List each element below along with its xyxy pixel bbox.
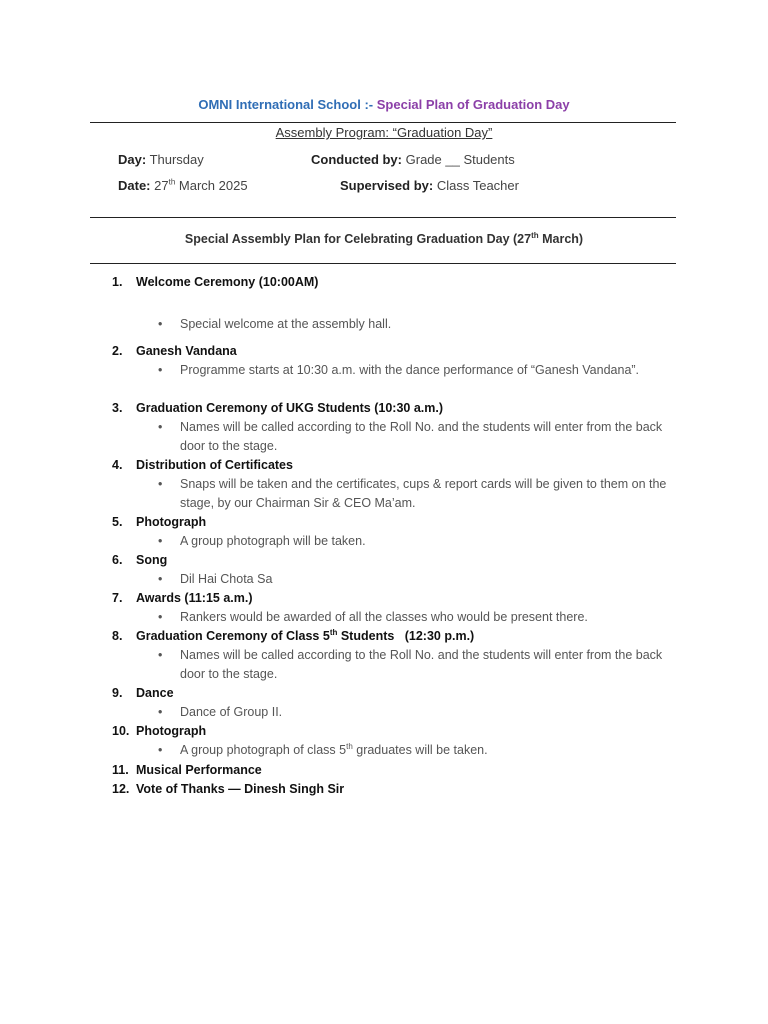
- day-value: Thursday: [149, 152, 204, 167]
- bullet-icon: •: [158, 705, 163, 719]
- list-item: [112, 763, 262, 777]
- conducted-value: Grade __ Students: [405, 152, 515, 167]
- supervised-label: Supervised by:: [340, 178, 434, 193]
- bullet-text: Snaps will be taken and the certificates, cups & report cards will be given to them on the stage, by our Chairman Sir & CEO Ma’am.: [180, 477, 667, 510]
- item-title: Vote of Thanks — Dinesh Singh Sir: [136, 782, 345, 796]
- item-number: 4.: [112, 458, 123, 472]
- day-field: [118, 152, 204, 167]
- bullet-icon: •: [158, 648, 163, 662]
- date-day: 27: [154, 178, 169, 193]
- bullet-text: Dil Hai Chota Sa: [180, 572, 273, 586]
- list-item: [112, 782, 344, 796]
- bullet-icon: •: [158, 572, 163, 586]
- item-title: Photograph: [136, 515, 207, 529]
- date-rest: March 2025: [178, 178, 248, 193]
- item-title: Ganesh Vandana: [136, 344, 237, 358]
- bullet-icon: •: [158, 477, 163, 491]
- list-item: [112, 275, 318, 289]
- item-number: 10.: [112, 724, 130, 738]
- list-item: [112, 344, 237, 358]
- list-item: [112, 458, 293, 472]
- item-number: 2.: [112, 344, 123, 358]
- item-number: 7.: [112, 591, 123, 605]
- bullet-text: Special welcome at the assembly hall.: [180, 317, 392, 331]
- item-number: 8.: [112, 629, 123, 643]
- bullet-icon: •: [158, 317, 163, 331]
- item-number: 11.: [112, 763, 129, 777]
- supervised-value: Class Teacher: [436, 178, 519, 193]
- plan-heading-sup: th: [531, 230, 539, 240]
- item-title: Musical Performance: [136, 763, 262, 777]
- bullet-text: Names will be called according to the Roll No. and the students will enter from the back door to the stage.: [180, 420, 663, 453]
- divider: [90, 122, 676, 123]
- item-title-sup: th: [329, 627, 338, 637]
- bullet-text: A group photograph will be taken.: [180, 534, 366, 548]
- item-title: Welcome Ceremony (10:00AM): [136, 275, 319, 289]
- item-title: Song: [136, 553, 168, 567]
- divider: [90, 217, 676, 218]
- bullet-icon: •: [158, 534, 163, 548]
- plan-heading: [0, 232, 768, 246]
- plan-heading-end: March): [538, 232, 584, 246]
- conducted-label: Conducted by:: [311, 152, 402, 167]
- bullet-text: [180, 741, 680, 760]
- item-number: 5.: [112, 515, 123, 529]
- bullet-icon: •: [158, 610, 163, 624]
- date-label: Date:: [118, 178, 151, 193]
- item-number: 3.: [112, 401, 123, 415]
- assembly-program-title: Assembly Program: “Graduation Day”: [275, 125, 493, 140]
- bullet-text-post: graduates will be taken.: [352, 743, 488, 757]
- item-number: 1.: [112, 275, 123, 289]
- list-item: [112, 686, 174, 700]
- bullet-icon: •: [158, 363, 163, 377]
- list-item: [112, 515, 206, 529]
- bullet-icon: •: [158, 743, 163, 757]
- bullet-text: Rankers would be awarded of all the classes who would be present there.: [180, 610, 588, 624]
- item-title-post: Students (12:30 p.m.): [337, 629, 475, 643]
- date-field: [118, 178, 248, 193]
- item-number: 12.: [112, 782, 130, 796]
- bullet-text: Programme starts at 10:30 a.m. with the dance performance of “Ganesh Vandana”.: [180, 363, 640, 377]
- bullet-text-sup: th: [346, 741, 353, 751]
- school-name: OMNI International School :-: [198, 97, 374, 112]
- list-item: [112, 401, 443, 415]
- bullet-icon: •: [158, 420, 163, 434]
- item-title: Dance: [136, 686, 174, 700]
- bullet-text-pre: A group photograph of class 5: [180, 743, 347, 757]
- item-title: Graduation Ceremony of UKG Students (10:30 a.m.): [136, 401, 443, 415]
- divider: [90, 263, 676, 264]
- item-title-pre: Graduation Ceremony of Class 5: [136, 629, 330, 643]
- bullet-text: Dance of Group II.: [180, 705, 283, 719]
- day-label: Day:: [118, 152, 147, 167]
- conducted-field: [311, 152, 515, 167]
- list-item: [112, 629, 474, 643]
- bullet-text: Names will be called according to the Roll No. and the students will enter from the back door to the stage.: [180, 648, 663, 681]
- item-number: 6.: [112, 553, 123, 567]
- document-title: [0, 97, 768, 112]
- plan-title: Special Plan of Graduation Day: [376, 97, 570, 112]
- item-title: Photograph: [136, 724, 207, 738]
- item-title: Distribution of Certificates: [136, 458, 293, 472]
- item-number: 9.: [112, 686, 123, 700]
- item-title: Awards (11:15 a.m.): [136, 591, 253, 605]
- list-item: [112, 724, 206, 738]
- list-item: [112, 553, 167, 567]
- supervised-field: [340, 178, 519, 193]
- date-sup: th: [168, 177, 176, 187]
- list-item: [112, 591, 253, 605]
- plan-heading-text: Special Assembly Plan for Celebrating Graduation Day (27: [184, 232, 532, 246]
